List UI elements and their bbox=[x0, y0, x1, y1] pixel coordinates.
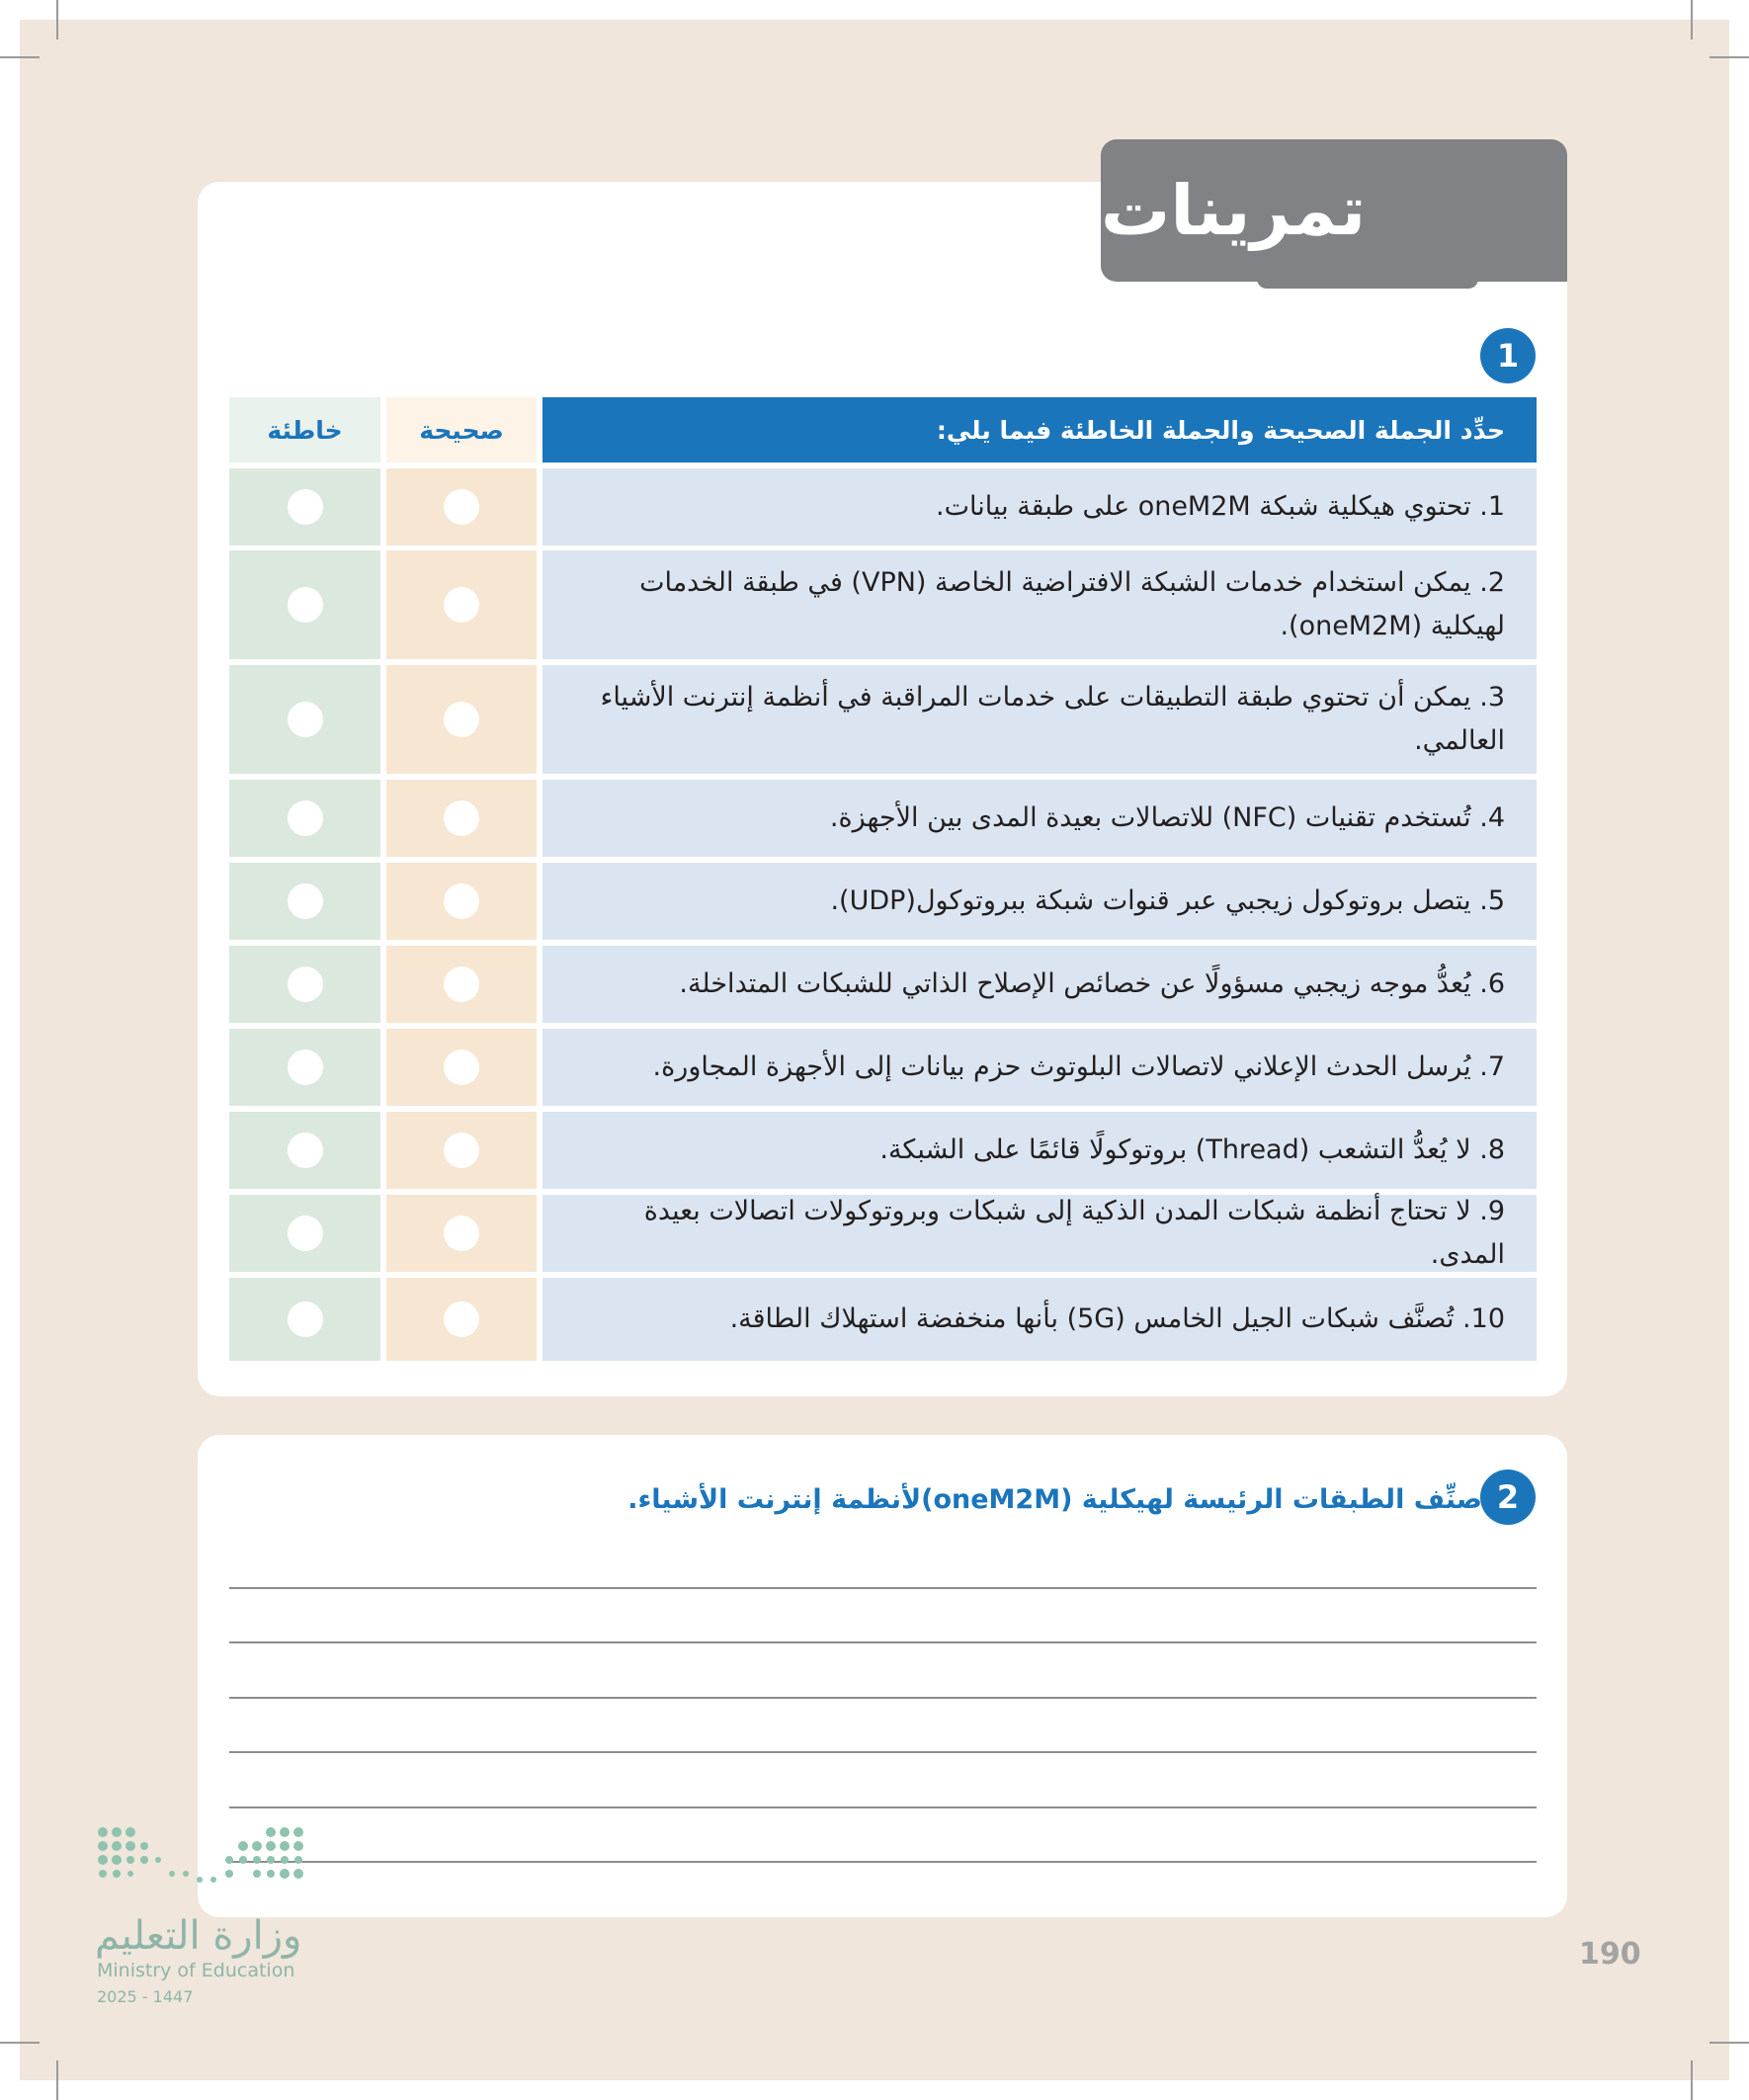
true-cell bbox=[386, 863, 537, 940]
false-cell bbox=[229, 468, 380, 546]
false-cell bbox=[229, 863, 380, 940]
statement-text: 7. يُرسل الحدث الإعلاني لاتصالات البلوتوث حزم بيانات إلى الأجهزة المجاورة. bbox=[652, 1051, 1505, 1082]
statement-text: 6. يُعدُّ موجه زيجبي مسؤولًا عن خصائص الإصلاح الذاتي للشبكات المتداخلة. bbox=[679, 968, 1505, 999]
true-cell bbox=[386, 1029, 537, 1106]
answer-line[interactable] bbox=[229, 1806, 1537, 1808]
statement-text: 9. لا تحتاج أنظمة شبكات المدن الذكية إلى شبكات وبروتوكولات اتصالات بعيدة المدى. bbox=[643, 1196, 1505, 1270]
crop-mark bbox=[1691, 2060, 1693, 2100]
true-radio-button[interactable] bbox=[444, 966, 479, 1002]
true-radio-button[interactable] bbox=[444, 800, 479, 836]
true-radio-button[interactable] bbox=[444, 1302, 479, 1337]
page-number: 190 bbox=[1579, 1937, 1641, 1972]
true-cell bbox=[386, 1112, 537, 1189]
true-cell bbox=[386, 946, 537, 1023]
statement-row bbox=[542, 468, 1537, 546]
answer-line[interactable] bbox=[229, 1641, 1537, 1643]
true-cell bbox=[386, 1278, 537, 1361]
statement-text: 5. يتصل بروتوكول زيجبي عبر قنوات شبكة ببروتوكول(UDP). bbox=[830, 885, 1505, 916]
false-radio-button[interactable] bbox=[288, 1216, 323, 1251]
answer-line[interactable] bbox=[229, 1861, 1537, 1863]
false-radio-button[interactable] bbox=[288, 800, 323, 836]
crop-mark bbox=[0, 2042, 40, 2044]
ministry-logo-icon bbox=[95, 1824, 312, 1897]
exercise-1-number: 1 bbox=[1480, 328, 1536, 383]
false-cell bbox=[229, 1278, 380, 1361]
statement-text: 10. تُصنَّف شبكات الجيل الخامس (5G) بأنها منخفضة استهلاك الطاقة. bbox=[729, 1303, 1505, 1334]
statement-row bbox=[542, 1278, 1537, 1361]
crop-mark bbox=[56, 0, 58, 40]
false-radio-button[interactable] bbox=[288, 1133, 323, 1168]
false-radio-button[interactable] bbox=[288, 1050, 323, 1085]
table-header-instruction: حدِّد الجملة الصحيحة والجملة الخاطئة فيما يلي: bbox=[542, 397, 1537, 462]
crop-mark bbox=[0, 56, 40, 58]
statement-row bbox=[542, 863, 1537, 940]
exercise-2-question: صنِّف الطبقات الرئيسة لهيكلية (oneM2M)لأنظمة إنترنت الأشياء. bbox=[627, 1484, 1482, 1515]
statement-row bbox=[542, 1029, 1537, 1106]
false-radio-button[interactable] bbox=[288, 489, 323, 525]
true-cell bbox=[386, 780, 537, 857]
true-radio-button[interactable] bbox=[444, 489, 479, 525]
statement-text: 3. يمكن أن تحتوي طبقة التطبيقات على خدمات المراقبة في أنظمة إنترنت الأشياء العالمي. bbox=[600, 682, 1505, 756]
crop-mark bbox=[1691, 0, 1693, 40]
false-radio-button[interactable] bbox=[288, 1302, 323, 1337]
true-cell bbox=[386, 550, 537, 659]
false-radio-button[interactable] bbox=[288, 587, 323, 623]
false-cell bbox=[229, 665, 380, 774]
true-radio-button[interactable] bbox=[444, 883, 479, 919]
answer-line[interactable] bbox=[229, 1697, 1537, 1699]
ministry-name-arabic: وزارة التعليم bbox=[95, 1913, 302, 1959]
statement-row bbox=[542, 780, 1537, 857]
true-radio-button[interactable] bbox=[444, 587, 479, 623]
true-cell bbox=[386, 1195, 537, 1272]
statement-text: 4. تُستخدم تقنيات (NFC) للاتصالات بعيدة المدى بين الأجهزة. bbox=[829, 802, 1505, 833]
true-cell bbox=[386, 468, 537, 546]
statement-row bbox=[542, 550, 1537, 659]
academic-year: 2025 - 1447 bbox=[97, 1987, 194, 2006]
statement-text: 1. تحتوي هيكلية شبكة oneM2M على طبقة بيانات. bbox=[935, 491, 1505, 522]
statement-text: 8. لا يُعدُّ التشعب (Thread) بروتوكولًا قائمًا على الشبكة. bbox=[879, 1134, 1505, 1165]
false-cell bbox=[229, 1112, 380, 1189]
statement-row bbox=[542, 665, 1537, 774]
false-cell bbox=[229, 1029, 380, 1106]
false-radio-button[interactable] bbox=[288, 702, 323, 737]
page-title: تمرينات bbox=[1101, 139, 1567, 282]
crop-mark bbox=[1709, 56, 1749, 58]
false-cell bbox=[229, 1195, 380, 1272]
true-radio-button[interactable] bbox=[444, 1050, 479, 1085]
true-radio-button[interactable] bbox=[444, 1216, 479, 1251]
answer-line[interactable] bbox=[229, 1751, 1537, 1753]
statement-row bbox=[542, 1112, 1537, 1189]
true-radio-button[interactable] bbox=[444, 1133, 479, 1168]
false-radio-button[interactable] bbox=[288, 883, 323, 919]
statement-row bbox=[542, 1195, 1537, 1272]
statement-row bbox=[542, 946, 1537, 1023]
false-cell bbox=[229, 780, 380, 857]
true-radio-button[interactable] bbox=[444, 702, 479, 737]
false-cell bbox=[229, 946, 380, 1023]
false-radio-button[interactable] bbox=[288, 966, 323, 1002]
true-cell bbox=[386, 665, 537, 774]
answer-line[interactable] bbox=[229, 1587, 1537, 1589]
statement-text: 2. يمكن استخدام خدمات الشبكة الافتراضية الخاصة (VPN) في طبقة الخدمات لهيكلية (oneM2M). bbox=[639, 567, 1505, 641]
exercise-2-number: 2 bbox=[1480, 1470, 1536, 1525]
true-column-header: صحيحة bbox=[386, 397, 537, 462]
false-cell bbox=[229, 550, 380, 659]
crop-mark bbox=[1709, 2042, 1749, 2044]
false-column-header: خاطئة bbox=[229, 397, 380, 462]
ministry-name-english: Ministry of Education bbox=[97, 1960, 295, 1981]
crop-mark bbox=[56, 2060, 58, 2100]
